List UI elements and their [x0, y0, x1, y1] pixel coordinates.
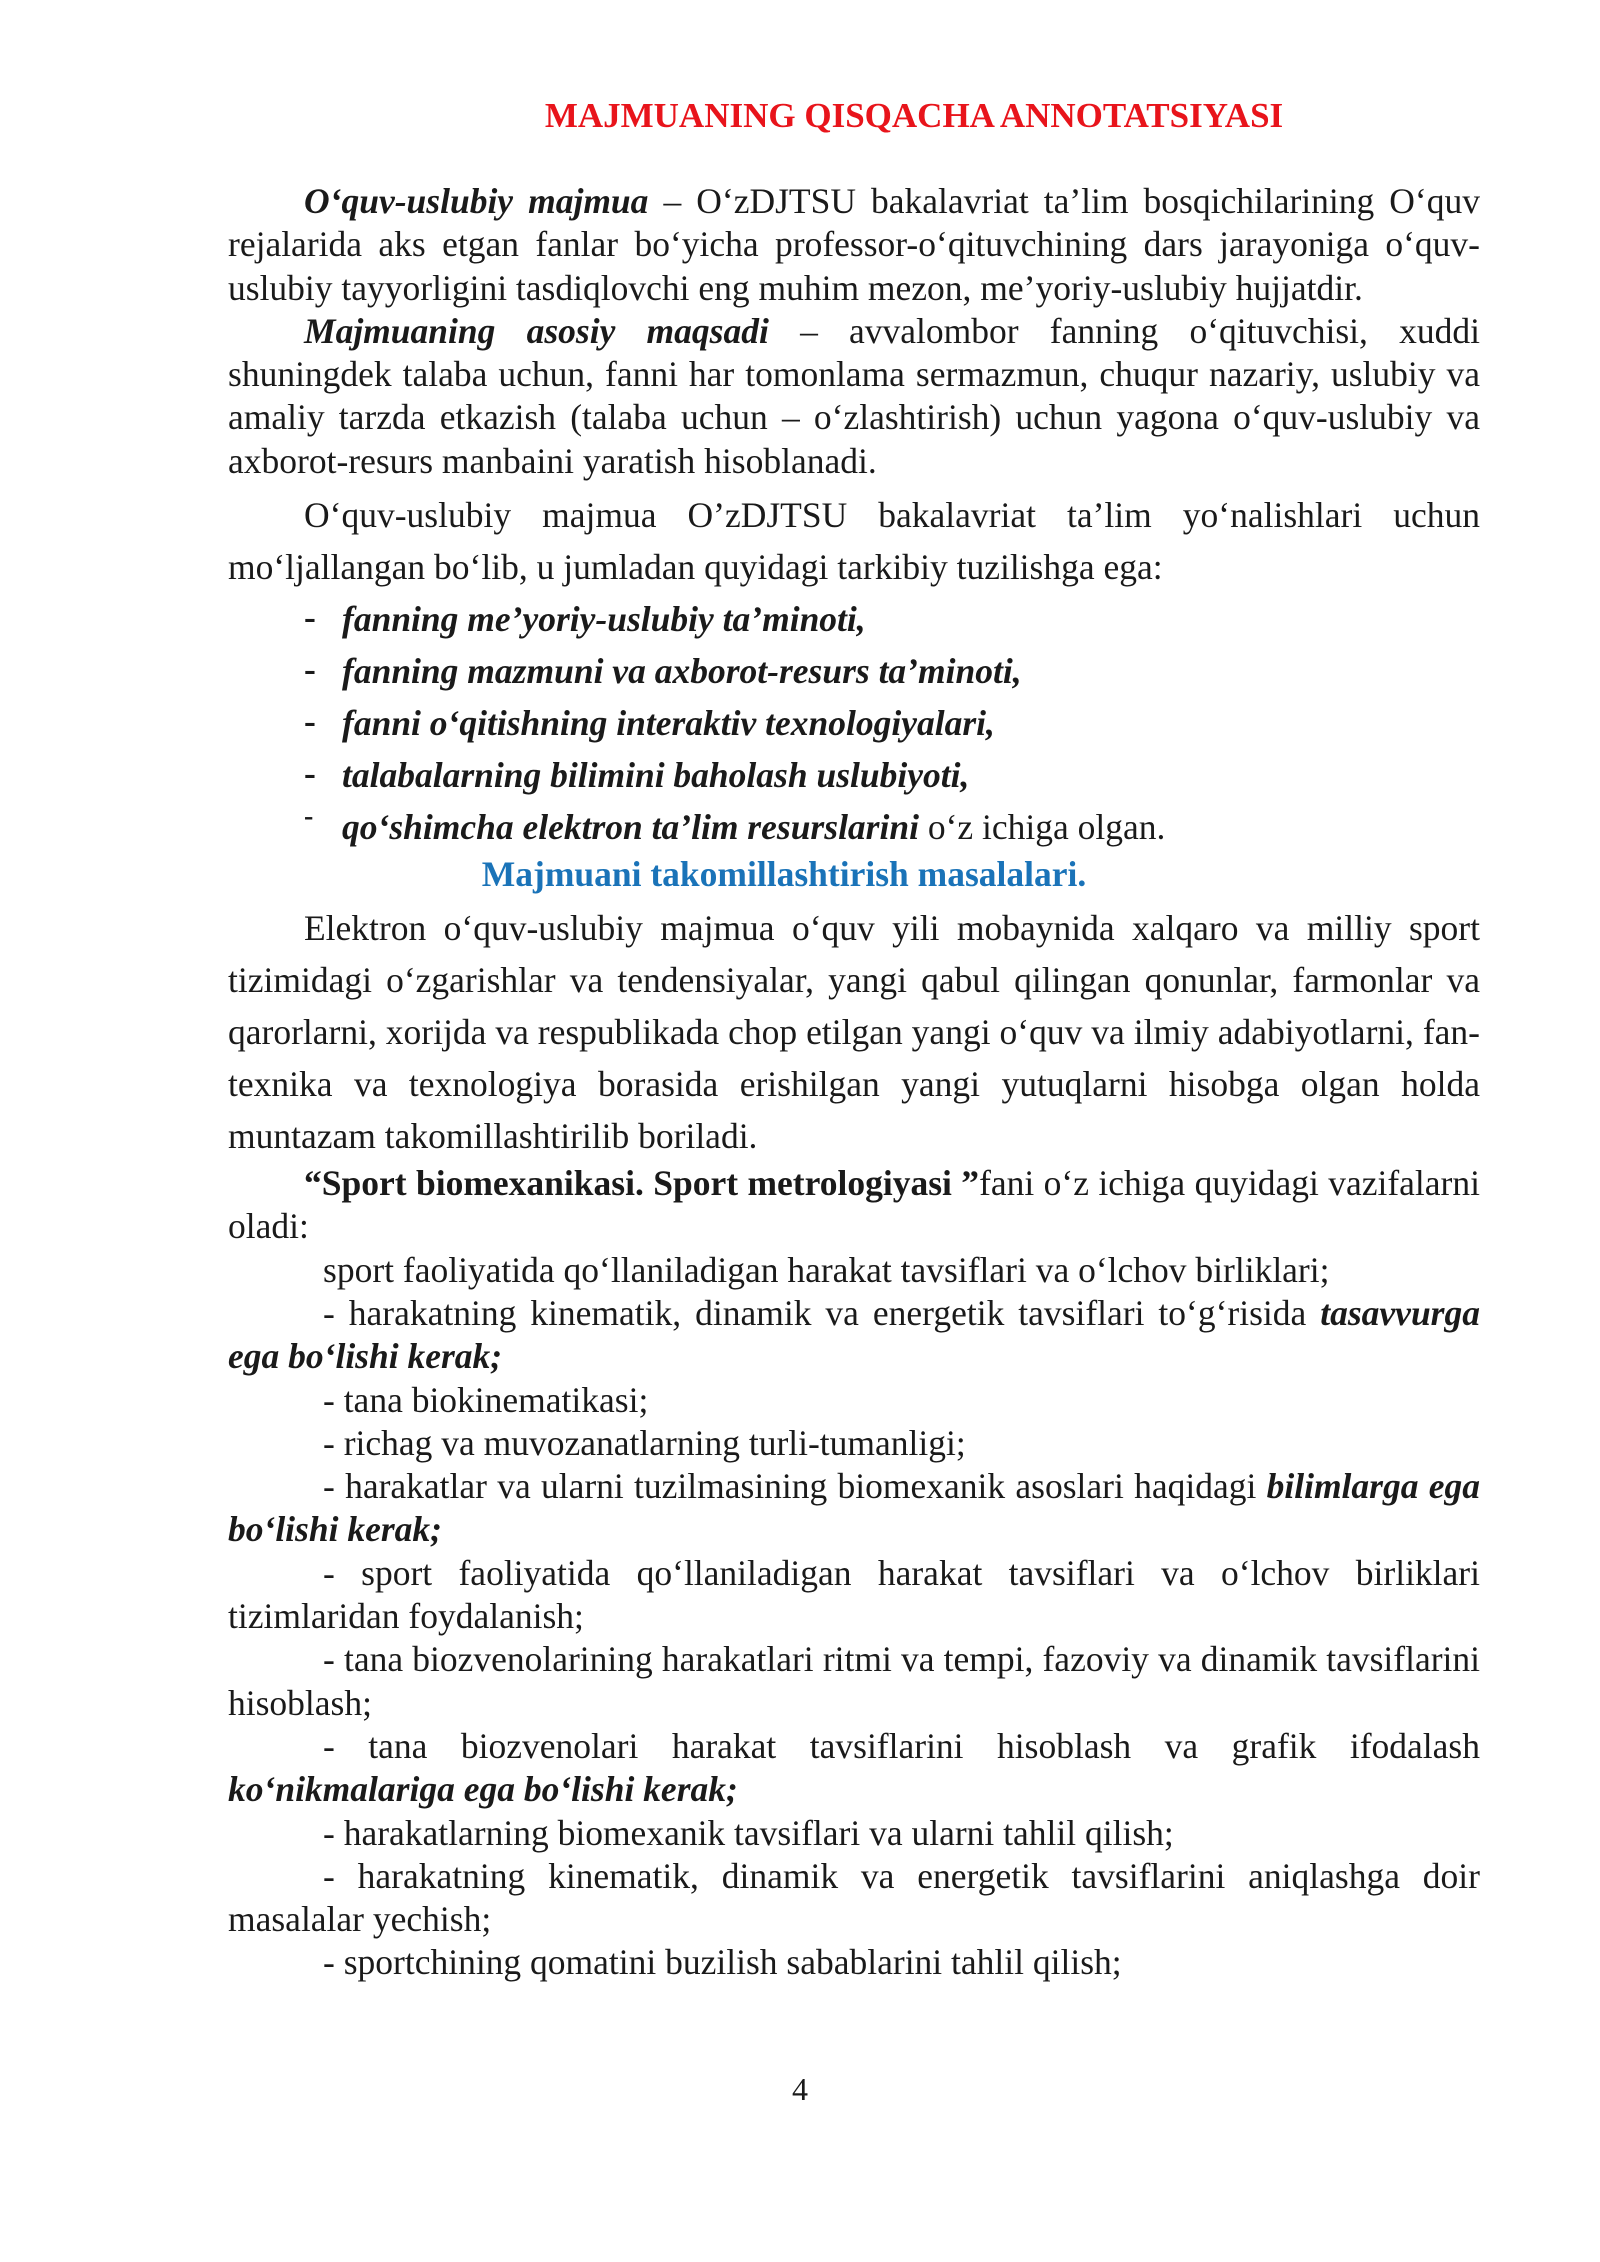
task-item	[228, 1292, 1480, 1379]
task-item: - richag va muvozanatlarning turli-tumanligi;	[323, 1422, 966, 1463]
list-marker: -	[304, 649, 316, 690]
list-item-text: fanning me’yoriy-uslubiy ta’minoti,	[342, 599, 866, 640]
task-item: sport faoliyatida qo‘llaniladigan harakat tavsiflari va o‘lchov birliklari;	[323, 1249, 1330, 1290]
list-item	[228, 645, 1480, 697]
goal-term: Majmuaning asosiy maqsadi	[304, 310, 769, 351]
goal-text: – avvalombor fanning o‘qituvchisi, xuddi shuningdek talaba uchun, fanni har tomonlama sermazmun, chuqur nazariy, uslubiy va amaliy tarzda etkazish (talaba uchun – o‘zlashtirish) uchun yagona o‘quv-uslubiy va axborot-resurs manbaini yaratish hisoblanadi.	[228, 310, 1480, 481]
task-emphasis: bilimlarga ega bo‘lishi kerak;	[228, 1466, 1480, 1550]
page-number: 4	[792, 2071, 808, 2107]
paragraph-structure: O‘quv-uslubiy majmua O’zDJTSU bakalavriat ta’lim yo‘nalishlari uchun mo‘ljallangan bo‘lib, u jumladan quyidagi tarkibiy tuzilishga ega:	[228, 495, 1480, 588]
page-content	[228, 92, 1480, 1985]
task-item: - tana biozvenolarining harakatlari ritmi va tempi, fazoviy va dinamik tavsiflarini hisoblash;	[228, 1639, 1480, 1723]
section-subtitle: Majmuani takomillashtirish masalalari.	[481, 854, 1087, 895]
task-item: - sportchining qomatini buzilish sabablarini tahlil qilish;	[323, 1942, 1122, 1983]
task-item: - sport faoliyatida qo‘llaniladigan harakat tavsiflari va o‘lchov birliklari tizimlaridan foydalanish;	[228, 1552, 1480, 1637]
task-item	[228, 1725, 1480, 1812]
tasks-intro-text: fani o‘z ichiga quyidagi vazifalarni oladi:	[228, 1163, 1480, 1247]
list-marker: -	[304, 597, 316, 638]
paragraph-goal	[228, 310, 1480, 483]
list-item-text: fanning mazmuni va axborot-resurs ta’minoti,	[342, 651, 1022, 692]
list-marker: -	[304, 801, 314, 833]
paragraph-improvement: Elektron o‘quv-uslubiy majmua o‘quv yili mobaynida xalqaro va milliy sport tizimidagi o‘zgarishlar va tendensiyalar, yangi qabul qilingan qonunlar, farmonlar va qarorlarni, xorijda va respublikada chop etilgan yangi o‘quv va ilmiy adabiyotlarni, fan-texnika va texnologiya borasida erishilgan yangi yutuqlarni hisobga olgan holda muntazam takomillashtirilib boriladi.	[228, 908, 1480, 1157]
list-item	[228, 593, 1480, 645]
task-item	[228, 1465, 1480, 1552]
list-item-text: qo‘shimcha elektron ta’lim resurslarini	[342, 807, 919, 848]
list-item	[228, 749, 1480, 801]
list-item	[228, 697, 1480, 749]
definition-text: – O‘zDJTSU bakalavriat ta’lim bosqichilarining O‘quv rejalarida aks etgan fanlar bo‘yicha professor-o‘qituvchining dars jarayoniga o‘quv-uslubiy tayyorligini tasdiqlovchi eng muhim mezon, me’yoriy-uslubiy hujjatdir.	[228, 181, 1480, 308]
list-item-tail: o‘z ichiga olgan.	[918, 807, 1166, 848]
task-text: - tana biozvenolari harakat tavsiflarini hisoblash va grafik ifodalash	[323, 1725, 1480, 1766]
paragraph-tasks-intro	[228, 1162, 1480, 1249]
list-marker: -	[304, 701, 316, 742]
task-text: - harakatlar va ularni tuzilmasining biomexanik asoslari haqidagi	[323, 1466, 1267, 1507]
task-item: - harakatlarning biomexanik tavsiflari va ularni tahlil qilish;	[323, 1812, 1174, 1853]
task-emphasis: ko‘nikmalariga ega bo‘lishi kerak;	[228, 1769, 738, 1810]
course-name: “Sport biomexanikasi. Sport metrologiyasi ”	[304, 1163, 980, 1204]
structure-list	[228, 593, 1480, 853]
list-item-text: fanni o‘qitishning interaktiv texnologiyalari,	[342, 703, 995, 744]
list-item-text: talabalarning bilimini baholash uslubiyoti,	[342, 755, 970, 796]
definition-term: O‘quv-uslubiy majmua	[304, 181, 649, 221]
list-item	[228, 801, 1480, 853]
task-text: - harakatning kinematik, dinamik va energetik tavsiflari to‘g‘risida	[323, 1292, 1321, 1333]
list-marker: -	[304, 753, 316, 794]
task-item: - tana biokinematikasi;	[323, 1379, 649, 1420]
task-emphasis: tasavvurga ega bo‘lishi kerak;	[228, 1292, 1480, 1377]
page-title: MAJMUANING QISQACHA ANNOTATSIYASI	[544, 96, 1284, 135]
paragraph-definition	[228, 180, 1480, 310]
task-item: - harakatning kinematik, dinamik va energetik tavsiflarini aniqlashga doir masalalar yechish;	[228, 1855, 1480, 1940]
